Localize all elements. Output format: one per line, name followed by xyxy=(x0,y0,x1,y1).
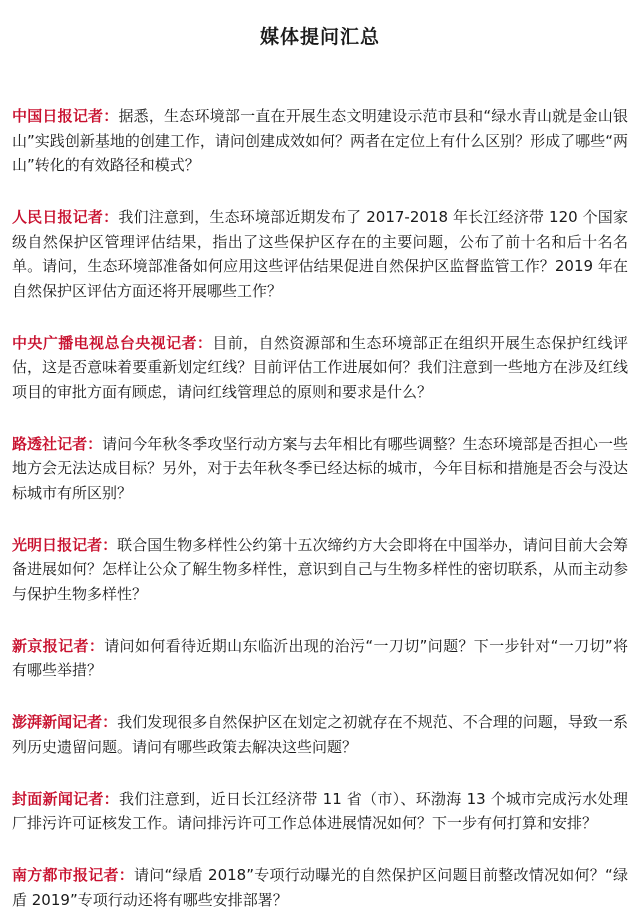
question-text: 据悉，生态环境部一直在开展生态文明建设示范市县和“绿水青山就是金山银山”实践创新基地的创建工作，请问创建成效如何？两者在定位上有什么区别？形成了哪些“两山”转化的有效路径和模式？ xyxy=(12,107,628,174)
question-entry-china-daily xyxy=(12,104,628,178)
question-entry-cctv xyxy=(12,331,628,405)
reporter-label: 人民日报记者： xyxy=(12,208,119,226)
question-text: 我们注意到，近日长江经济带 11 省（市）、环渤海 13 个城市完成污水处理厂排污许可证核发工作。请问排污许可工作总体进展情况如何？下一步有何打算和安排？ xyxy=(12,789,628,832)
question-text: 请问今年秋冬季攻坚行动方案与去年相比有哪些调整？生态环境部是否担心一些地方会无法达成目标？另外，对于去年秋冬季已经达标的城市，今年目标和措施是否会与没达标城市有所区别？ xyxy=(12,434,628,502)
reporter-label: 封面新闻记者： xyxy=(12,789,119,808)
question-entry-cover-news xyxy=(12,787,628,836)
question-entry-the-paper xyxy=(12,710,628,759)
question-text: 我们注意到，生态环境部近期发布了 2017-2018 年长江经济带 120 个国家级自然保护区管理评估结果，指出了这些保护区存在的主要问题，公布了前十名和后十名名单。请问，生态环境部准备如何应用这些评估结果促进自然保护区监督监管工作？2019 年在自然保护区评估方面还将开展哪些工作？ xyxy=(12,208,628,300)
question-text: 请问“绿盾 2018”专项行动曝光的自然保护区问题目前整改情况如何？“绿盾 2019”专项行动还将有哪些安排部署？ xyxy=(12,866,628,909)
question-entry-peoples-daily xyxy=(12,205,628,303)
question-entry-southern-metropolis xyxy=(12,863,628,912)
question-entry-beijing-news xyxy=(12,634,628,683)
reporter-label: 南方都市报记者： xyxy=(12,866,134,884)
reporter-label: 中央广播电视总台央视记者： xyxy=(12,333,213,352)
reporter-label: 新京报记者： xyxy=(12,636,105,655)
reporter-label: 光明日报记者： xyxy=(12,535,118,554)
reporter-label: 澎湃新闻记者： xyxy=(12,713,118,731)
question-list xyxy=(12,104,628,912)
reporter-label: 中国日报记者： xyxy=(12,107,119,125)
question-entry-guangming-daily xyxy=(12,533,628,607)
question-text: 联合国生物多样性公约第十五次缔约方大会即将在中国举办，请问目前大会筹备进展如何？怎样让公众了解生物多样性，意识到自己与生物多样性的密切联系，从而主动参与保护生物多样性？ xyxy=(12,535,628,603)
question-text: 请问如何看待近期山东临沂出现的治污“一刀切”问题？下一步针对“一刀切”将有哪些举措？ xyxy=(12,636,628,679)
question-entry-reuters xyxy=(12,432,628,506)
page-title: 媒体提问汇总 xyxy=(259,26,380,48)
question-text: 我们发现很多自然保护区在划定之初就存在不规范、不合理的问题，导致一系列历史遗留问题。请问有哪些政策去解决这些问题？ xyxy=(12,713,628,756)
question-text: 目前，自然资源部和生态环境部正在组织开展生态保护红线评估，这是否意味着要重新划定红线？目前评估工作进展如何？我们注意到一些地方在涉及红线项目的审批方面有顾虑，请问红线管理总的原则和要求是什么？ xyxy=(12,333,628,401)
reporter-label: 路透社记者： xyxy=(12,434,103,453)
